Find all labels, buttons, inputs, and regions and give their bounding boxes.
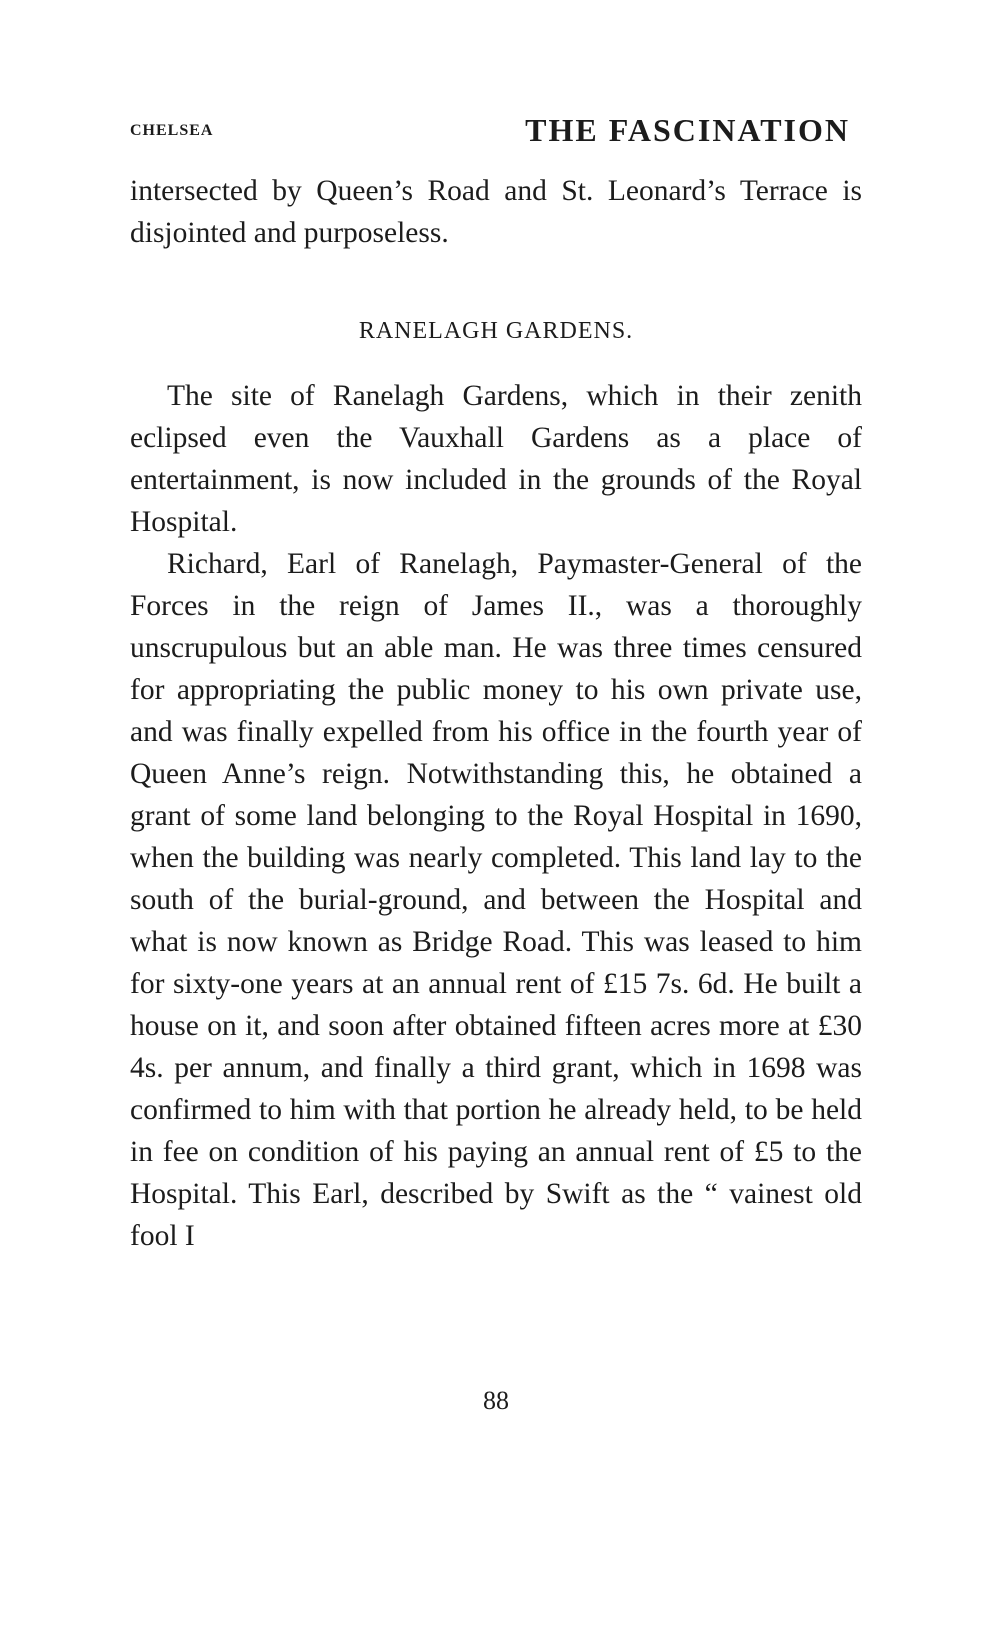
- section-heading: RANELAGH GARDENS.: [358, 318, 634, 344]
- running-head-section: CHELSEA: [130, 122, 214, 139]
- continuation-paragraph: intersected by Queen’s Road and St. Leonard’s Terrace is disjointed and purposeless.: [130, 175, 862, 249]
- page-number: 88: [483, 1386, 509, 1415]
- running-head-title: THE FASCINATION: [525, 112, 850, 148]
- continuation-text: [130, 170, 862, 254]
- paragraph-earl: Richard, Earl of Ranelagh, Paymaster-General of the Forces in the reign of James II., was a thoroughly unscrupulous but an able man. He was three times censured for appropriating the public money to his own private use, and was finally expelled from his office in the fourth year of Queen Anne’s reign. Notwithstanding this, he obtained a grant of some land belonging to the Royal Hospital in 1690, when the building was nearly completed. This land lay to the south of the burial-ground, and between the Hospital and what is now known as Bridge Road. This was leased to him for sixty-one years at an annual rent of £15 7s. 6d. He built a house on it, and soon after obtained fifteen acres more at £30 4s. per annum, and finally a third grant, which in 1698 was confirmed to him with that portion he already held, to be held in fee on condition of his paying an annual rent of £5 to the Hospital. This Earl, described by Swift as the “ vainest old fool I: [130, 548, 862, 1252]
- body-text: [130, 375, 862, 1257]
- paragraph-site: The site of Ranelagh Gardens, which in their zenith eclipsed even the Vauxhall Gardens as a place of entertainment, is now included in the grounds of the Royal Hospital.: [130, 380, 862, 538]
- running-head: [130, 112, 860, 152]
